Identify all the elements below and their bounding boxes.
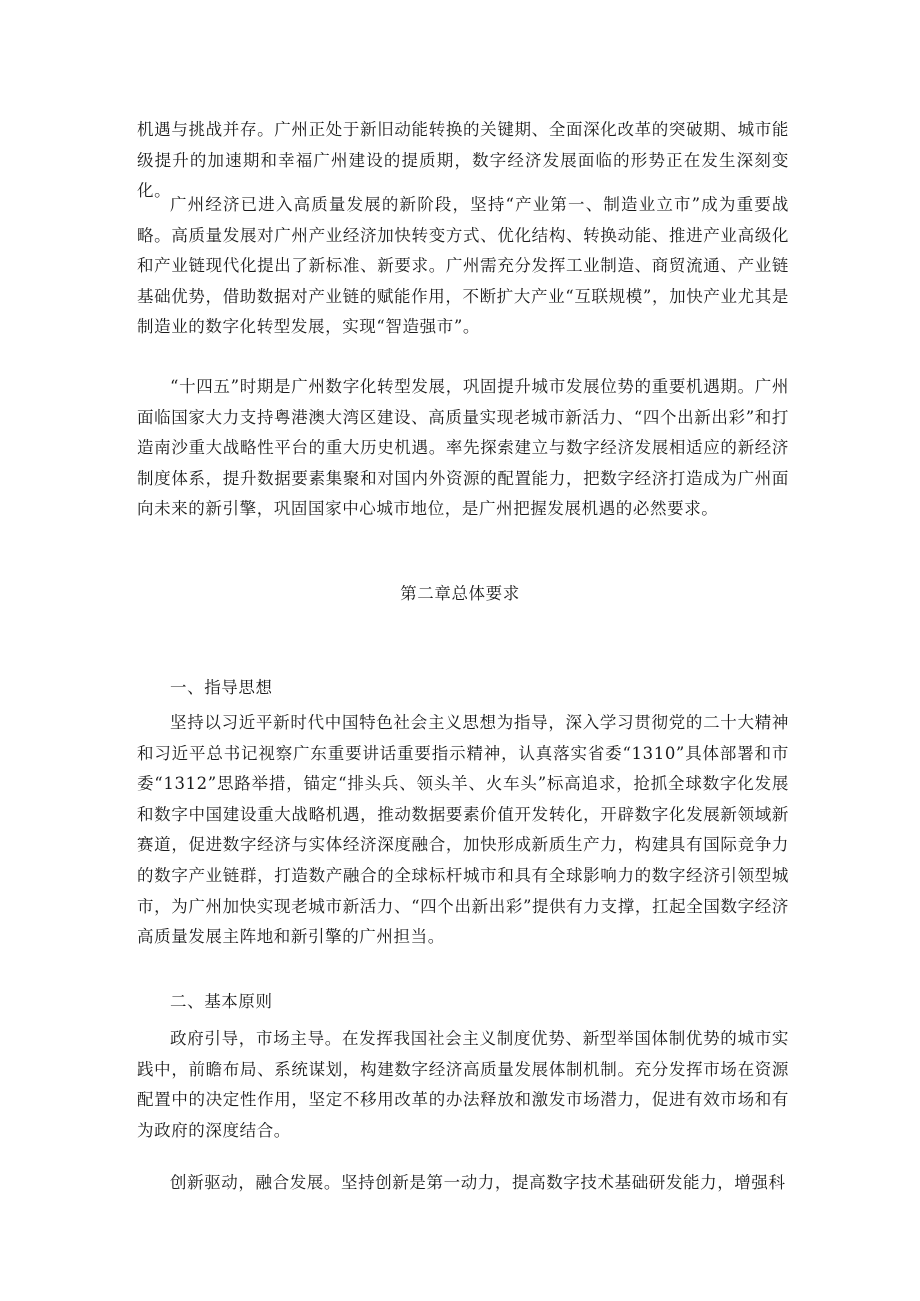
section-heading-basic-principles: 二、基本原则 [170,992,273,1011]
paragraph-government-guidance: 政府引导，市场主导。在发挥我国社会主义制度优势、新型举国体制优势的城市实践中，前瞻布局、系统谋划，构建数字经济高质量发展体制机制。充分发挥市场在资源配置中的决定性作用，坚定不移用改革的办法释放和激发市场潜力，促进有效市场和有为政府的深度结合。 [137,1029,789,1140]
section-heading-guiding-ideology: 一、指导思想 [170,678,273,697]
paragraph-guiding-ideology: 坚持以习近平新时代中国特色社会主义思想为指导，深入学习贯彻党的二十大精神和习近平总书记视察广东重要讲话重要指示精神，认真落实省委“1310”具体部署和市委“1312”思路举措，锚定“排头兵、领头羊、火车头”标高追求，抢抓全球数字化发展和数字中国建设重大战略机遇，推动数据要素价值开发转化，开辟数字化发展新领域新赛道，促进数字经济与实体经济深度融合，加快形成新质生产力，构建具有国际竞争力的数字产业链群，打造数产融合的全球标杆城市和具有全球影响力的数字经济引领型城市，为广州加快实现老城市新活力、“四个出新出彩”提供有力支撑，扛起全国数字经济高质量发展主阵地和新引擎的广州担当。 [137,713,789,947]
paragraph-high-quality-development: 广州经济已进入高质量发展的新阶段，坚持“产业第一、制造业立市”成为重要战略。高质量发展对广州产业经济加快转变方式、优化结构、转换动能、推进产业高级化和产业链现代化提出了新标准、新要求。广州需充分发挥工业制造、商贸流通、产业链基础优势，借助数据对产业链的赋能作用，不断扩大产业“互联规模”，加快产业尤其是制造业的数字化转型发展，实现“智造强市”。 [137,195,789,337]
paragraph-innovation-driven: 创新驱动，融合发展。坚持创新是第一动力，提高数字技术基础研发能力，增强科 [170,1173,786,1192]
paragraph-14th-five-year: “十四五”时期是广州数字化转型发展，巩固提升城市发展位势的重要机遇期。广州面临国家大力支持粤港澳大湾区建设、高质量实现老城市新活力、“四个出新出彩”和打造南沙重大战略性平台的重大历史机遇。率先探索建立与数字经济发展相适应的新经济制度体系，提升数据要素集聚和对国内外资源的配置能力，把数字经济打造成为广州面向未来的新引擎，巩固国家中心城市地位，是广州把握发展机遇的必然要求。 [137,377,789,519]
chapter-heading: 第二章总体要求 [400,584,520,603]
paragraph-opportunities-challenges: 机遇与挑战并存。广州正处于新旧动能转换的关键期、全面深化改革的突破期、城市能级提升的加速期和幸福广州建设的提质期，数字经济发展面临的形势正在发生深刻变化。 [137,120,789,201]
